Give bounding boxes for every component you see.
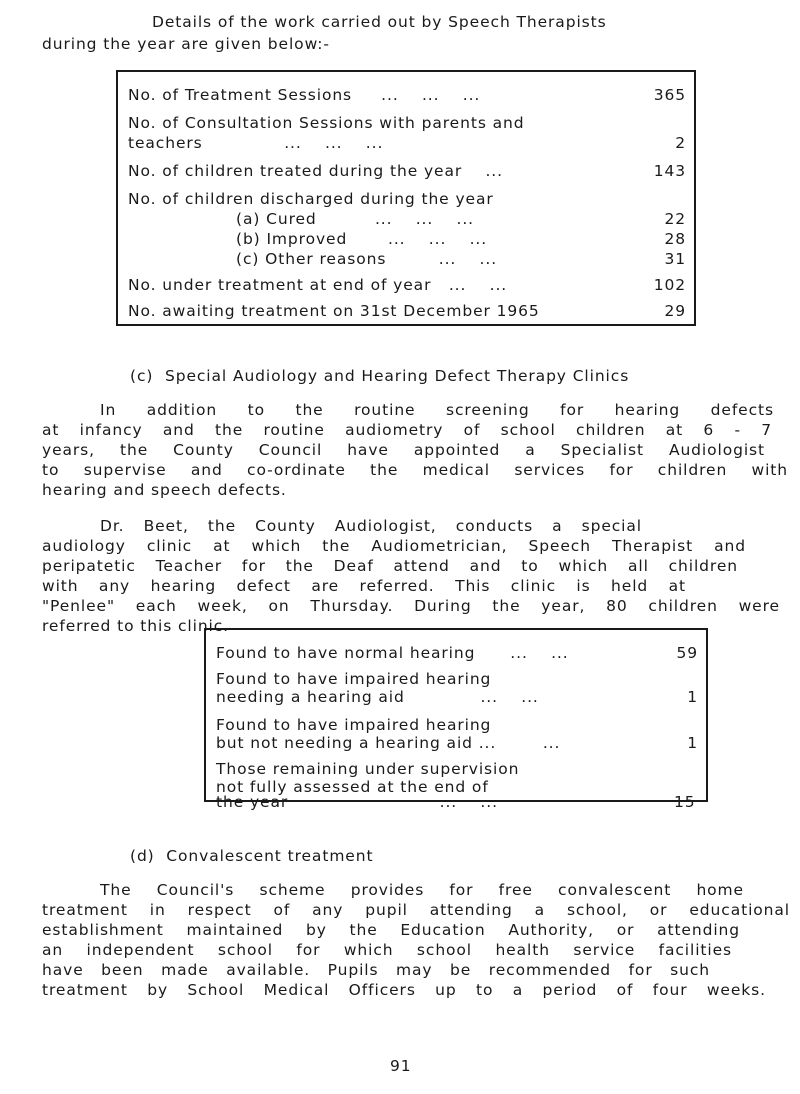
table-row: No. of Treatment Sessions ... ... ... 365: [128, 86, 686, 104]
table-row: No. awaiting treatment on 31st December 1965 29: [128, 302, 686, 320]
table-row: Those remaining under supervision: [216, 760, 520, 778]
table-row: but not needing a hearing aid ... ... 1: [216, 734, 698, 752]
section-c-para2-line: referred to this clinic.: [42, 617, 230, 635]
section-c-para2-line: "Penlee" each week, on Thursday. During the year, 80 children were: [42, 597, 780, 615]
table-row: [206, 742, 706, 762]
table-row: (c) Other reasons ... ... 31: [236, 250, 686, 268]
section-c-para1-line: to supervise and co-ordinate the medical services for children with: [42, 461, 788, 479]
table-row: No. of children discharged during the year: [128, 190, 494, 208]
table-row: teachers ... ... ... 2: [128, 134, 686, 152]
table-row: needing a hearing aid ... ... 1: [216, 688, 698, 706]
section-d-heading: (d) Convalescent treatment: [130, 847, 374, 865]
table-row: (b) Improved ... ... ... 28: [236, 230, 686, 248]
table-row: No. of children treated during the year ... 143: [128, 162, 686, 180]
table-row: Found to have impaired hearing: [216, 670, 492, 688]
table-row: Found to have normal hearing ... ... 59: [216, 644, 698, 662]
section-c-para2-line: audiology clinic at which the Audiometrician, Speech Therapist and: [42, 537, 746, 555]
section-d-para-line: The Council's scheme provides for free convalescent home: [100, 881, 744, 899]
section-d-para-line: treatment in respect of any pupil attending a school, or educational: [42, 901, 790, 919]
intro-line-2: during the year are given below:-: [42, 35, 330, 53]
section-c-para2-line: with any hearing defect are referred. This clinic is held at: [42, 577, 686, 595]
section-d-para-line: establishment maintained by the Education Authority, or attending: [42, 921, 740, 939]
table-row: not fully assessed at the end of: [216, 778, 489, 796]
table-row: Found to have impaired hearing: [216, 716, 492, 734]
page-number: 91: [390, 1057, 412, 1075]
section-c-para2-line: peripatetic Teacher for the Deaf attend and to which all children: [42, 557, 738, 575]
section-c-para1-line: In addition to the routine screening for hearing defects: [100, 401, 774, 419]
speech-therapy-stats-table: [116, 70, 696, 326]
table-row: No. under treatment at end of year ... ... 102: [128, 276, 686, 294]
audiology-clinic-results-table: [204, 628, 708, 802]
section-c-heading: (c) Special Audiology and Hearing Defect Therapy Clinics: [130, 367, 630, 385]
intro-line-1: Details of the work carried out by Speech Therapists: [152, 13, 607, 31]
section-d-para-line: an independent school for which school health service facilities: [42, 941, 732, 959]
table-row: (a) Cured ... ... ... 22: [236, 210, 686, 228]
section-d-para-line: treatment by School Medical Officers up to a period of four weeks.: [42, 981, 766, 999]
section-d-para-line: have been made available. Pupils may be recommended for such: [42, 961, 710, 979]
section-c-para1-line: hearing and speech defects.: [42, 481, 287, 499]
section-c-para1-line: years, the County Council have appointed a Specialist Audiologist: [42, 441, 765, 459]
table2-last-row-label: the year ... ...: [216, 793, 498, 811]
section-c-para1-line: at infancy and the routine audiometry of school children at 6 - 7: [42, 421, 772, 439]
section-c-para2-line: Dr. Beet, the County Audiologist, conducts a special: [100, 517, 642, 535]
table-row: No. of Consultation Sessions with parents and: [128, 114, 525, 132]
table2-last-row-value: 15: [674, 793, 696, 811]
